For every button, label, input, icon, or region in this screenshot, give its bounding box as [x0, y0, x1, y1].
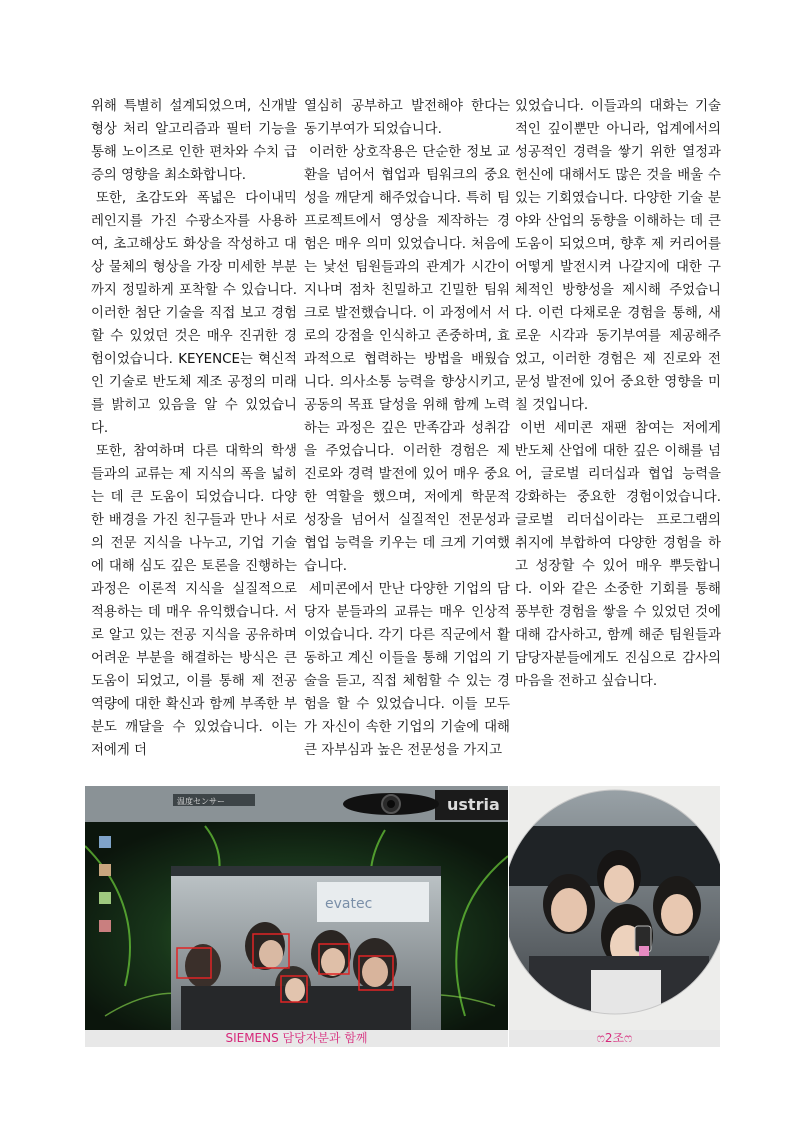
text-column-2 — [304, 95, 510, 762]
paragraph: 있었습니다. 이들과의 대화는 기술적인 깊이뿐만 아니라, 업계에서의 성공적인 경력을 쌓기 위한 열정과 헌신에 대해서도 많은 것을 배울 수 있는 기회였습니다. 다양한 기술 분야와 산업의 동향을 이해하는 데 큰 도움이 되었으며, 향후 제 커리어를 어떻게 발전시켜 나갈지에 대한 구체적인 방향성을 제시해 주었습니다. 이런 다채로운 경험을 통해, 새로운 시각과 동기부여를 제공해주었고, 이러한 경험은 제 진로와 전문성 발전에 있어 중요한 영향을 미칠 것입니다. — [515, 99, 721, 413]
paragraph: 세미콘에서 만난 다양한 기업의 담당자 분들과의 교류는 매우 인상적이었습니다. 각기 다른 직군에서 활동하고 계신 이들을 통해 기업의 기술을 듣고, 직접 체험할 수 있는 경험을 할 수 있었습니다. 이들 모두가 자신이 속한 기업의 기술에 대해 큰 자부심과 높은 전문성을 가지고 — [304, 582, 510, 758]
text-column-1 — [91, 95, 297, 762]
paragraph: 또한, 초감도와 폭넓은 다이내믹 레인지를 가진 수광소자를 사용하여, 초고해상도 화상을 작성하고 대상 물체의 형상을 가장 미세한 부분까지 정밀하게 포착할 수 있습니다. 이러한 첨단 기술을 직접 보고 경험할 수 있었던 것은 매우 진귀한 경험이었습니다. KEYENCE는 혁신적인 기술로 반도체 제조 공정의 미래를 밝히고 있음을 알 수 있었습니다. — [91, 191, 297, 436]
paragraph: 또한, 참여하며 다른 대학의 학생들과의 교류는 제 지식의 폭을 넓히는 데 큰 도움이 되었습니다. 다양한 배경을 가진 친구들과 만나 서로의 전문 지식을 나누고, 기업 기술에 대해 심도 깊은 토론을 진행하는 과정은 이론적 지식을 실질적으로 적용하는 데 매우 유익했습니다. 서로 알고 있는 전공 지식을 공유하며 어려운 부분을 해결하는 방식은 큰 도움이 되었고, 이를 통해 제 전공 역량에 대한 확신과 함께 부족한 부분도 깨달을 수 있었습니다. 이는 저에게 더 — [91, 444, 297, 758]
brand-text: ustria — [447, 795, 500, 814]
siemens-booth-photo — [85, 786, 508, 1030]
paragraph: 열심히 공부하고 발전해야 한다는 동기부여가 되었습니다. — [304, 99, 510, 137]
paragraph: 이러한 상호작용은 단순한 정보 교환을 넘어서 협업과 팀워크의 중요성을 깨닫게 해주었습니다. 특히 팀 프로젝트에서 영상을 제작하는 경험은 매우 의미 있었습니다. 처음에는 낯선 팀원들과의 관계가 시간이 지나며 점차 친밀하고 긴밀한 팀워크로 발전했습니다. 이 과정에서 서로의 강점을 인식하고 존중하며, 효과적으로 협력하는 방법을 배웠습니다. 의사소통 능력을 향상시키고, 공동의 목표 달성을 위해 함께 노력하는 과정은 깊은 만족감과 성취감을 주었습니다. 이러한 경험은 제 진로와 경력 발전에 있어 매우 중요한 역할을 했으며, 저에게 학문적 성장을 넘어서 실질적인 전문성과 협업 능력을 키우는 데 크게 기여했습니다. — [304, 145, 510, 574]
photo-caption-left: SIEMENS 담당자분과 함께 — [85, 1030, 508, 1047]
text-column-3 — [515, 95, 721, 693]
paragraph: 위해 특별히 설계되었으며, 신개발 형상 처리 알고리즘과 필터 기능을 통해 노이즈로 인한 편차와 수치 급증의 영향을 최소화합니다. — [91, 99, 297, 183]
booth-text: evatec — [325, 896, 373, 912]
signage-text: 温度センサー — [177, 797, 225, 806]
booth-photo-illustration — [85, 786, 508, 1030]
selfie-photo-illustration — [509, 786, 720, 1030]
photo-caption-right: ෆ2조ෆ — [509, 1030, 720, 1047]
paragraph: 이번 세미콘 재팬 참여는 저에게 반도체 산업에 대한 깊은 이해를 넘어, 글로벌 리더십과 협업 능력을 강화하는 중요한 경험이었습니다. 글로벌 리더십이라는 프로그램의 취지에 부합하여 다양한 경험을 하고 성장할 수 있어 매우 뿌듯합니다. 이와 같은 소중한 기회를 통해 풍부한 경험을 쌓을 수 있었던 것에 대해 감사하고, 함께 해준 팀원들과 담당자분들에게도 진심으로 감사의 마음을 전하고 싶습니다. — [515, 421, 721, 689]
team-selfie-photo — [509, 786, 720, 1030]
